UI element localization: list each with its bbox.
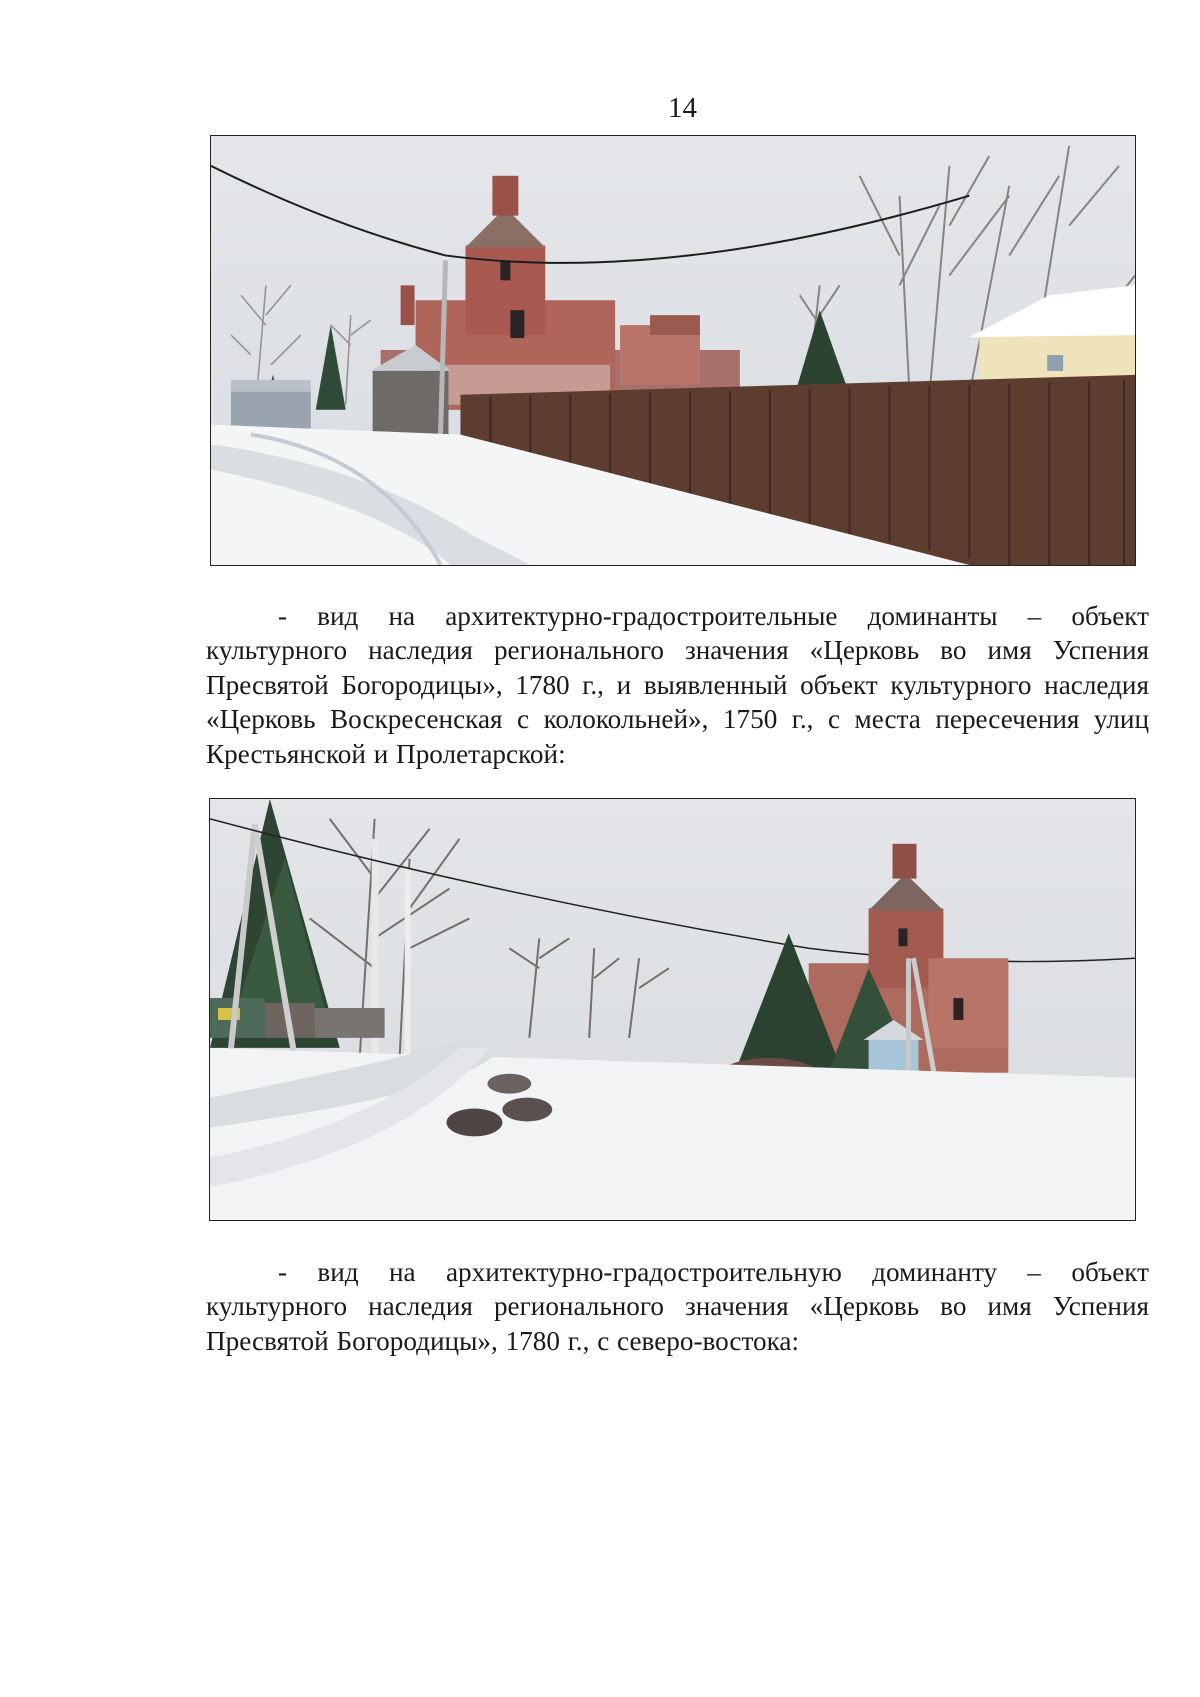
church-photo-1-image <box>211 136 1135 565</box>
church-photo-crossroads <box>209 798 1136 1221</box>
photo-1-caption: - вид на архитектурно-градостроительные доминанты – объект культурного наследия регионального значения «Церковь во имя Успения Пресвятой Богородицы», 1780 г., и выявленный объект культурного наследия «Церковь Воскресенская с колокольней», 1750 г., с места пересечения улиц Крестьянской и Пролетарской: <box>206 601 1149 769</box>
church-photo-street-fence <box>210 135 1136 566</box>
church-photo-2-image <box>210 799 1135 1220</box>
photo-2-caption: - вид на архитектурно-градостроительную доминанту – объект культурного наследия регионального значения «Церковь во имя Успения Пресвятой Богородицы», 1780 г., с северо-востока: <box>206 1257 1149 1356</box>
page-number: 14 <box>668 92 697 124</box>
